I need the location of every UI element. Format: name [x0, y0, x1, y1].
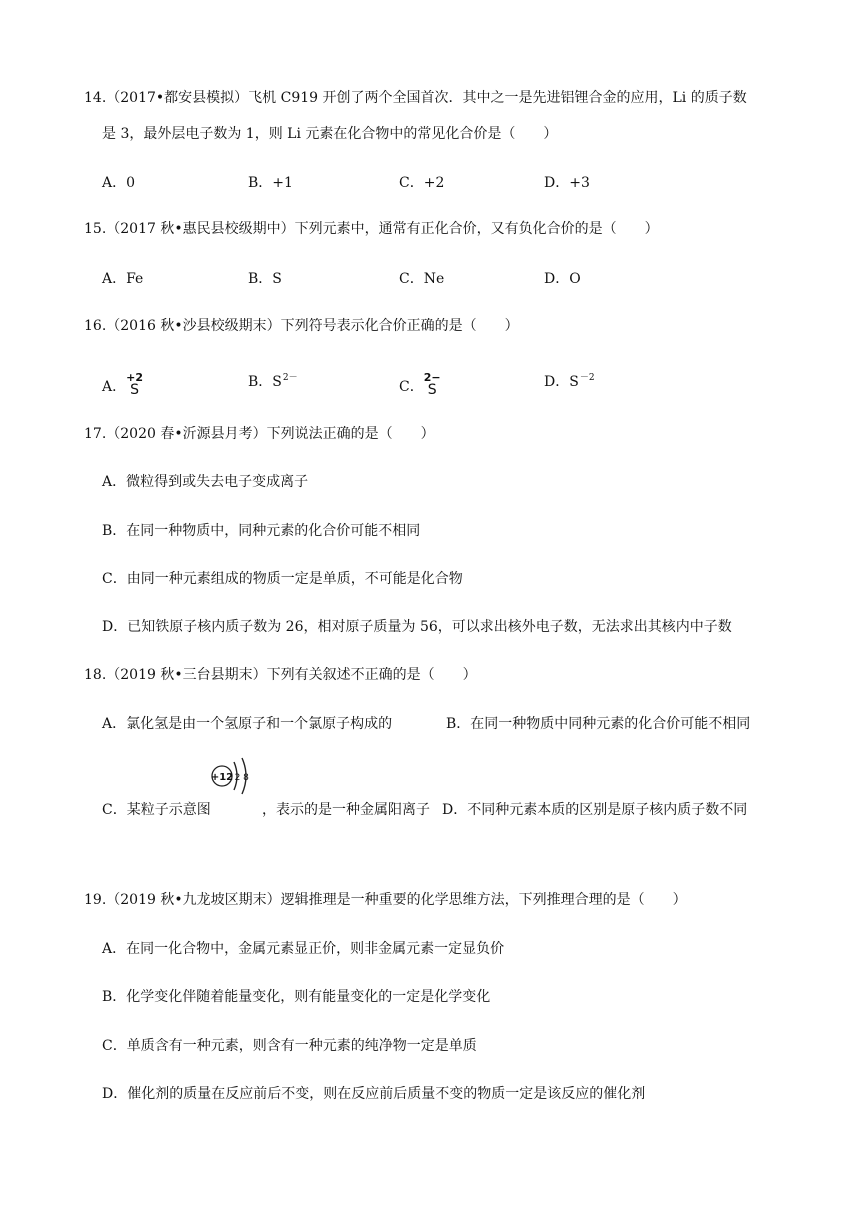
- q16-option-a-valence: +2: [126, 371, 143, 384]
- q15-option-a: A．Fe: [102, 271, 144, 287]
- q19-option-b: B．化学变化伴随着能量变化，则有能量变化的一定是化学变化: [102, 989, 491, 1005]
- q16-option-a-element: S: [130, 382, 139, 398]
- q19-option-d: D．催化剂的质量在反应前后不变，则在反应前后质量不变的物质一定是该反应的催化剂: [102, 1086, 646, 1102]
- q16-option-c-valence: 2−: [423, 371, 441, 384]
- q14-stem-line1: 14.（2017•都安县模拟）飞机 C919 开创了两个全国首次．其中之一是先进铝锂合金的应用，Li 的质子数: [84, 90, 747, 106]
- q16-option-a: [102, 372, 143, 397]
- q17-option-d: D．已知铁原子核内质子数为 26，相对原子质量为 56，可以求出核外电子数，无法求出其核内中子数: [102, 619, 732, 635]
- q15-option-c: C．Ne: [399, 271, 445, 287]
- q16-option-b-sup: 2－: [282, 373, 298, 383]
- q17-option-a: A．微粒得到或失去电子变成离子: [102, 474, 309, 490]
- q17-option-b: B．在同一种物质中，同种元素的化合价可能不相同: [102, 523, 421, 539]
- q15-stem: 15.（2017 秋•惠民县校级期中）下列元素中，通常有正化合价，又有负化合价的是（ ）: [84, 221, 659, 237]
- diagram-shell-2: 8: [243, 773, 249, 783]
- q14-option-b: B．+1: [248, 175, 293, 191]
- diagram-nucleus-charge: +12: [210, 772, 234, 783]
- q16-option-d-sup: －2: [579, 373, 595, 383]
- q16-option-a-prefix: A．: [102, 379, 127, 395]
- diagram-shell-1: 2: [234, 773, 241, 783]
- q19-stem: 19.（2019 秋•九龙坡区期末）逻辑推理是一种重要的化学思维方法，下列推理合理的是（ ）: [84, 892, 687, 908]
- q16-option-c-element: S: [427, 382, 437, 398]
- atom-structure-diagram: [210, 756, 254, 818]
- q14-stem-line2: 是 3，最外层电子数为 1，则 Li 元素在化合物中的常见化合价是（ ）: [102, 126, 558, 142]
- q16-option-a-symbol: [126, 372, 143, 397]
- q18-option-c-text-before: C．某粒子示意图: [102, 802, 211, 818]
- q16-option-d-prefix: D．S: [544, 374, 579, 390]
- q18-option-b: B．在同一种物质中同种元素的化合价可能不相同: [446, 716, 751, 732]
- q14-option-a: A．0: [102, 175, 136, 191]
- q16-option-c: [399, 372, 441, 397]
- q16-option-b: [248, 372, 298, 394]
- q19-option-c: C．单质含有一种元素，则含有一种元素的纯净物一定是单质: [102, 1038, 477, 1054]
- q14-option-d: D．+3: [544, 175, 590, 191]
- q18-option-c-text-after: ，表示的是一种金属阳离子: [262, 802, 430, 818]
- q17-stem: 17.（2020 春•沂源县月考）下列说法正确的是（ ）: [84, 426, 435, 442]
- q16-option-b-prefix: B．S: [248, 374, 282, 390]
- q18-stem: 18.（2019 秋•三台县期末）下列有关叙述不正确的是（ ）: [84, 667, 477, 683]
- q18-option-d: D．不同种元素本质的区别是原子核内质子数不同: [442, 802, 748, 818]
- q16-option-c-prefix: C．: [399, 379, 424, 395]
- q18-option-a: A．氯化氢是由一个氢原子和一个氯原子构成的: [102, 716, 393, 732]
- q15-option-d: D．O: [544, 271, 581, 287]
- q19-option-a: A．在同一化合物中，金属元素显正价，则非金属元素一定显负价: [102, 941, 505, 957]
- q17-option-c: C．由同一种元素组成的物质一定是单质，不可能是化合物: [102, 571, 463, 587]
- q16-stem: 16.（2016 秋•沙县校级期末）下列符号表示化合价正确的是（ ）: [84, 318, 519, 334]
- q15-option-b: B．S: [248, 271, 282, 287]
- q16-option-d: [544, 372, 595, 394]
- q14-option-c: C．+2: [399, 175, 445, 191]
- q16-option-c-symbol: [424, 372, 441, 397]
